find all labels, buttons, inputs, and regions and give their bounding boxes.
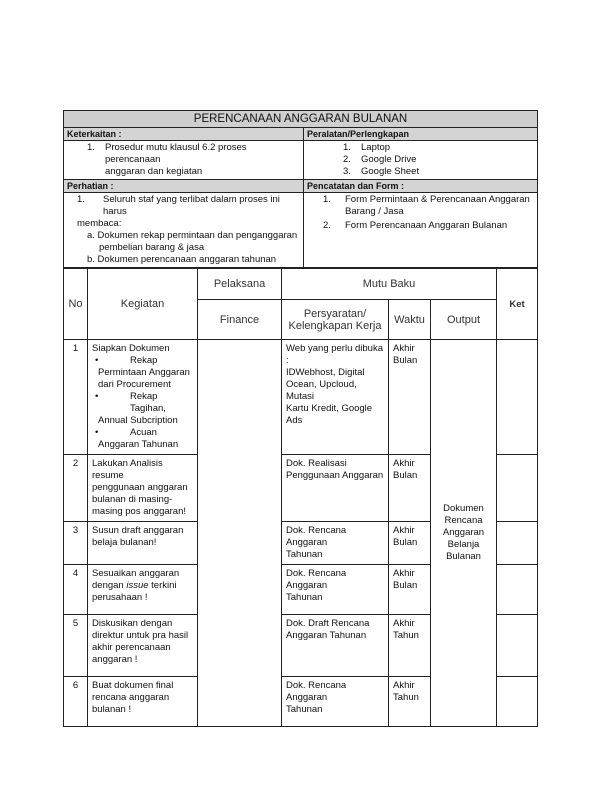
header-pelaksana: Pelaksana (198, 269, 282, 300)
row-persyaratan: Dok. Rencana Anggaran Tahunan (282, 522, 389, 565)
row-waktu: Akhir Bulan (389, 340, 431, 455)
keterkaitan-line1: Prosedur mutu klausul 6.2 proses perencanaan (105, 142, 247, 165)
row-kegiatan: Diskusikan dengan direktur untuk pra hasil akhir perencanaan anggaran ! (88, 615, 198, 677)
header-ket: Ket (497, 269, 538, 340)
header-mutu-baku: Mutu Baku (282, 269, 497, 300)
document-title: PERENCANAAN ANGGARAN BULANAN (64, 111, 538, 128)
row-ket (497, 340, 538, 455)
info-table (63, 110, 538, 268)
perhatian-content (64, 193, 304, 268)
perhatian-num: 1. (77, 194, 85, 205)
row-kegiatan: Sesuaikan anggaran dengan issue terkini perusahaan ! (88, 565, 198, 615)
row-persyaratan: Web yang perlu dibuka : IDWebhost, Digital Ocean, Upcloud, Mutasi Kartu Kredit, Google Ads (282, 340, 389, 455)
row-persyaratan: Dok. Draft Rencana Anggaran Tahunan (282, 615, 389, 677)
row-kegiatan: Lakukan Analisis resume penggunaan anggaran bulanan di masing- masing pos anggaran! (88, 455, 198, 522)
output-merged-cell: Dokumen Rencana Anggaran Belanja Bulanan (431, 340, 497, 727)
table-row (64, 340, 538, 455)
pencatatan-num: 1. (323, 194, 331, 205)
perhatian-label: Perhatian : (64, 180, 304, 193)
peralatan-content (304, 141, 538, 180)
procedure-table (63, 268, 538, 727)
perhatian-line1: Seluruh staf yang terlibat dalam proses ini harus (103, 194, 280, 217)
keterkaitan-line2: anggaran dan kegiatan (105, 166, 203, 177)
row-ket (497, 615, 538, 677)
row-kegiatan: Siapkan Dokumen • Rekap Permintaan Anggaran dari Procurement • Rekap Tagihan, Annual Subcription • Acuan Anggaran Tahunan (88, 340, 198, 455)
row-ket (497, 522, 538, 565)
peralatan-item: 2. Google Drive (343, 154, 417, 165)
header-output: Output (431, 300, 497, 340)
header-no: No (64, 269, 88, 340)
row-waktu: Akhir Bulan (389, 565, 431, 615)
row-persyaratan: Dok. Realisasi Penggunaan Anggaran (282, 455, 389, 522)
pencatatan-item1-line2: Barang / Jasa (345, 206, 404, 217)
header-finance: Finance (198, 300, 282, 340)
peralatan-label: Peralatan/Perlengkapan (304, 128, 538, 141)
pencatatan-item1-line1: Form Permintaan & Perencanaan Anggaran (345, 194, 530, 205)
row-no: 1 (64, 340, 88, 455)
header-waktu: Waktu (389, 300, 431, 340)
keterkaitan-num: 1. (87, 142, 95, 153)
perhatian-sub-a-line1: a. Dokumen rekap permintaan dan penganggaran (87, 230, 298, 241)
pencatatan-content (304, 193, 538, 268)
header-persyaratan: Persyaratan/ Kelengkapan Kerja (282, 300, 389, 340)
row-no: 6 (64, 677, 88, 727)
row-waktu: Akhir Bulan (389, 455, 431, 522)
finance-merged-cell (198, 340, 282, 727)
row-no: 2 (64, 455, 88, 522)
row-persyaratan: Dok. Rencana Anggaran Tahunan (282, 565, 389, 615)
header-kegiatan: Kegiatan (88, 269, 198, 340)
pencatatan-label: Pencatatan dan Form : (304, 180, 538, 193)
peralatan-item: 1. Laptop (343, 142, 391, 153)
row-kegiatan: Susun draft anggaran belaja bulanan! (88, 522, 198, 565)
row-ket (497, 677, 538, 727)
perhatian-line2: membaca: (77, 218, 122, 229)
row-no: 4 (64, 565, 88, 615)
row-waktu: Akhir Tahun (389, 677, 431, 727)
perhatian-sub-a-line2: pembelian barang & jasa (99, 242, 205, 253)
pencatatan-num: 2. (323, 220, 331, 231)
keterkaitan-content (64, 141, 304, 180)
row-waktu: Akhir Bulan (389, 522, 431, 565)
row-waktu: Akhir Tahun (389, 615, 431, 677)
pencatatan-item2-line1: Form Perencanaan Anggaran Bulanan (345, 220, 508, 231)
row-kegiatan: Buat dokumen final rencana anggaran bulanan ! (88, 677, 198, 727)
row-ket (497, 565, 538, 615)
perhatian-sub-b: b. Dokumen perencanaan anggaran tahunan (87, 254, 277, 265)
row-persyaratan: Dok. Rencana Anggaran Tahunan (282, 677, 389, 727)
row-no: 5 (64, 615, 88, 677)
peralatan-item: 3. Google Sheet (343, 166, 420, 177)
keterkaitan-label: Keterkaitan : (64, 128, 304, 141)
row-ket (497, 455, 538, 522)
row-no: 3 (64, 522, 88, 565)
